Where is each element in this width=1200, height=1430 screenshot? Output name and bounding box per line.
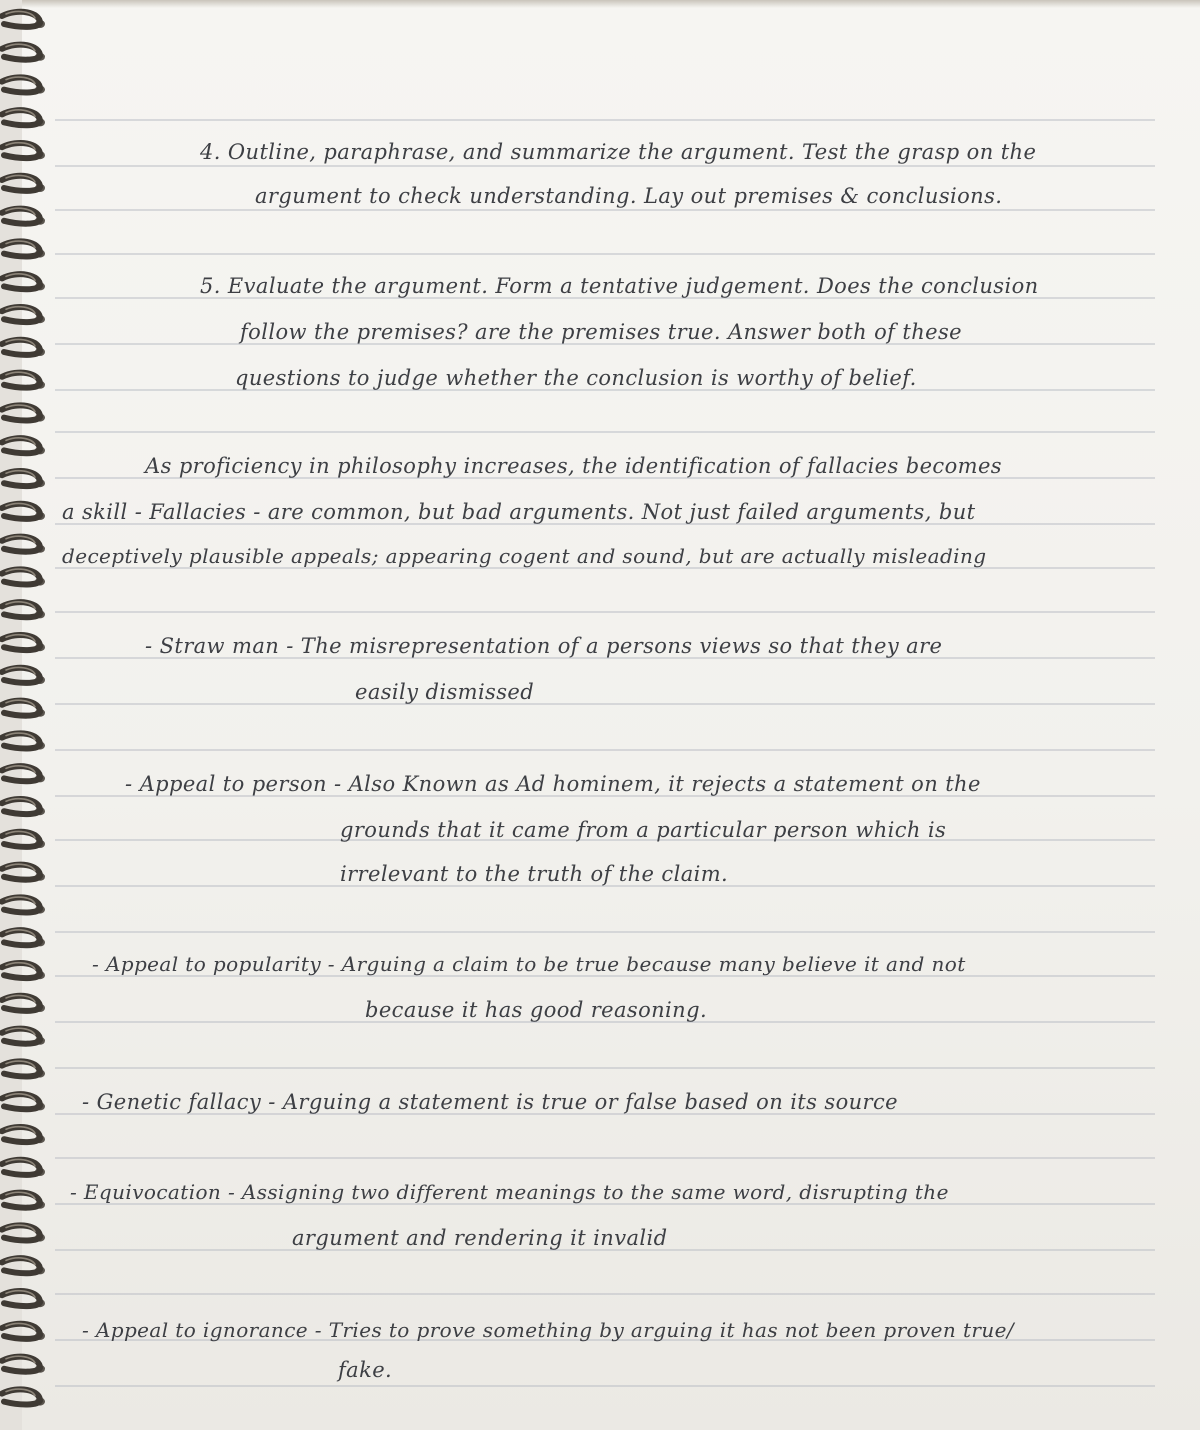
step5-line2: follow the premises? are the premises true. Answer both of these [240,320,962,344]
intro-line3: deceptively plausible appeals; appearing cogent and sound, but are actually misleading [62,544,987,568]
appeal-person-line2: grounds that it came from a particular person which is [340,818,947,842]
appeal-popularity-line2: because it has good reasoning. [365,998,708,1022]
intro-line2: a skill - Fallacies - are common, but bad arguments. Not just failed arguments, but [62,500,976,524]
appeal-person-line1: - Appeal to person - Also Known as Ad hominem, it rejects a statement on the [125,772,981,796]
appeal-person-line3: irrelevant to the truth of the claim. [340,862,729,886]
straw-man-line1: - Straw man - The misrepresentation of a persons views so that they are [145,634,943,658]
page-top-shadow [0,0,1200,8]
step4-line1: 4. Outline, paraphrase, and summarize the argument. Test the grasp on the [200,140,1037,164]
equivocation-line1: - Equivocation - Assigning two different meanings to the same word, disrupting the [70,1180,949,1204]
step5-line3: questions to judge whether the conclusion is worthy of belief. [235,366,917,390]
step4-line2: argument to check understanding. Lay out premises & conclusions. [255,184,1003,208]
appeal-popularity-line1: - Appeal to popularity - Arguing a claim to be true because many believe it and not [92,952,966,976]
intro-line1: As proficiency in philosophy increases, the identification of fallacies becomes [145,454,1002,478]
step5-line1: 5. Evaluate the argument. Form a tentative judgement. Does the conclusion [200,274,1039,298]
equivocation-line2: argument and rendering it invalid [292,1226,668,1250]
spiral-binding [0,0,60,1430]
appeal-ignorance-line1: - Appeal to ignorance - Tries to prove something by arguing it has not been proven true/ [82,1318,1014,1342]
straw-man-line2: easily dismissed [355,680,535,704]
appeal-ignorance-line2: fake. [338,1358,393,1382]
genetic-fallacy-line1: - Genetic fallacy - Arguing a statement is true or false based on its source [82,1090,898,1114]
